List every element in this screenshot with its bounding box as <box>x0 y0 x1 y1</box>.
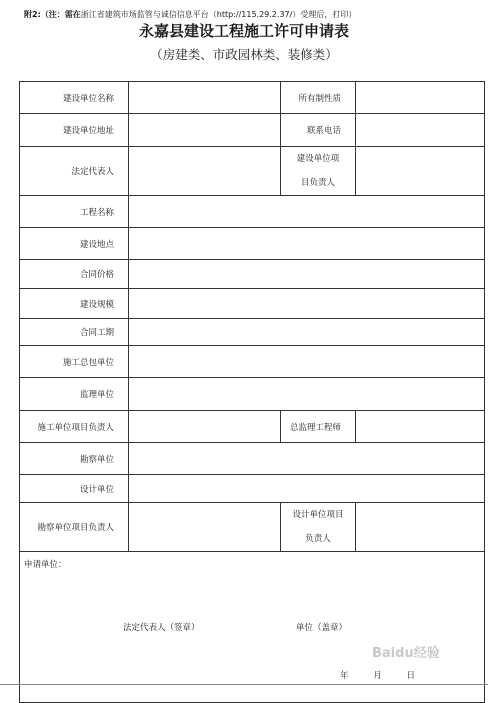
design-unit-label: 设计单位 <box>20 475 129 503</box>
table-row <box>20 260 485 289</box>
table-row <box>20 82 485 114</box>
page-bottom-rule <box>0 684 488 685</box>
table-row <box>20 147 485 196</box>
table-row <box>20 346 485 378</box>
table-row <box>20 443 485 475</box>
contractor-project-manager-field[interactable] <box>129 411 281 443</box>
legal-rep-signature-label: 法定代表人（签章） <box>123 623 200 633</box>
construction-scale-label: 建设规模 <box>20 289 129 319</box>
contact-phone-field[interactable] <box>356 114 485 147</box>
contract-price-field[interactable] <box>129 260 485 289</box>
table-row <box>20 475 485 503</box>
form-subtitle: （房建类、市政园林类、装修类） <box>150 47 338 62</box>
design-unit-field[interactable] <box>129 475 485 503</box>
table-row <box>20 289 485 319</box>
baidu-watermark: Baidu经验 <box>372 646 440 661</box>
table-row <box>20 114 485 147</box>
year-label: 年 <box>340 671 349 681</box>
legal-representative-field[interactable] <box>129 147 281 196</box>
month-label: 月 <box>373 671 382 681</box>
construction-unit-name-field[interactable] <box>129 82 281 114</box>
table-row <box>20 228 485 260</box>
applicant-unit-label: 申请单位： <box>24 560 67 570</box>
construction-unit-address-label: 建设单位地址 <box>20 114 129 147</box>
application-form-table <box>19 81 485 703</box>
construction-scale-field[interactable] <box>129 289 485 319</box>
label-line-1: 设计单位项目 <box>292 510 344 520</box>
table-row <box>20 503 485 552</box>
construction-site-field[interactable] <box>129 228 485 260</box>
date-line <box>340 669 415 681</box>
table-row <box>20 319 485 346</box>
survey-unit-label: 勘察单位 <box>20 443 129 475</box>
attachment-note <box>24 9 356 20</box>
legal-representative-label: 法定代表人 <box>20 147 129 196</box>
project-name-label: 工程名称 <box>20 196 129 228</box>
label-line-2: 负责人 <box>305 534 331 544</box>
contract-price-label: 合同价格 <box>20 260 129 289</box>
general-contractor-label: 施工总包单位 <box>20 346 129 378</box>
survey-unit-field[interactable] <box>129 443 485 475</box>
contract-period-label: 合同工期 <box>20 319 129 346</box>
table-row <box>20 378 485 411</box>
construction-site-label: 建设地点 <box>20 228 129 260</box>
construction-unit-address-field[interactable] <box>129 114 281 147</box>
design-project-manager-label <box>281 503 356 552</box>
chief-supervising-engineer-field[interactable] <box>356 411 485 443</box>
contact-phone-label: 联系电话 <box>281 114 356 147</box>
survey-project-manager-field[interactable] <box>129 503 281 552</box>
supervision-unit-label: 监理单位 <box>20 378 129 411</box>
note-prefix: 附2:（注：需在 <box>24 10 81 19</box>
note-text: 浙江省建筑市场监管与诚信信息平台（http://115.29.2.37/）受理后，打印） <box>80 10 357 19</box>
construction-unit-name-label: 建设单位名称 <box>20 82 129 114</box>
design-project-manager-field[interactable] <box>356 503 485 552</box>
contractor-project-manager-label: 施工单位项目负责人 <box>20 411 129 443</box>
construction-unit-project-manager-field[interactable] <box>356 147 485 196</box>
project-name-field[interactable] <box>129 196 485 228</box>
label-line-2: 目负责人 <box>300 178 335 188</box>
contract-period-field[interactable] <box>129 319 485 346</box>
general-contractor-field[interactable] <box>129 346 485 378</box>
table-row <box>20 196 485 228</box>
table-row <box>20 411 485 443</box>
construction-unit-project-manager-label <box>281 147 356 196</box>
ownership-type-label: 所有制性质 <box>281 82 356 114</box>
supervision-unit-field[interactable] <box>129 378 485 411</box>
chief-supervising-engineer-label: 总监理工程师 <box>281 411 356 443</box>
survey-project-manager-label: 勘察单位项目负责人 <box>20 503 129 552</box>
unit-seal-label: 单位（盖章） <box>296 623 348 633</box>
form-title: 永嘉县建设工程施工许可申请表 <box>138 22 349 40</box>
ownership-type-field[interactable] <box>356 82 485 114</box>
day-label: 日 <box>406 671 415 681</box>
label-line-1: 建设单位项 <box>296 154 340 164</box>
